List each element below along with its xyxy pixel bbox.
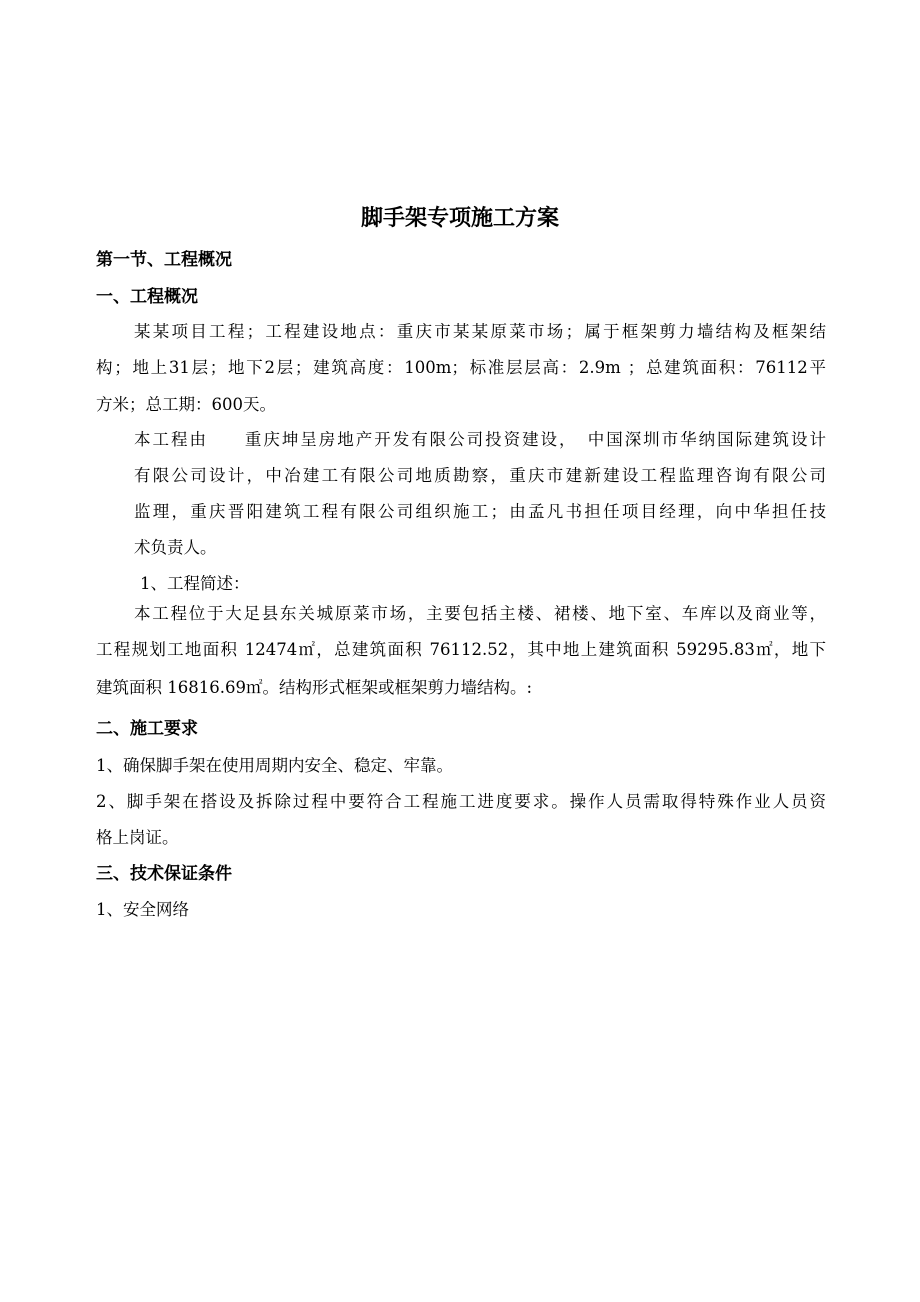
paragraph-2-line-4: 术负责人。: [134, 538, 217, 557]
requirement-2-line-1: 2、脚手架在搭设及拆除过程中要符合工程施工进度要求。操作人员需取得特殊作业人员资: [96, 792, 826, 811]
paragraph-2-line-3: 监理，重庆晋阳建筑工程有限公司组织施工；由孟凡书担任项目经理，向中华担任技: [134, 502, 826, 521]
paragraph-2-line-2: 有限公司设计，中冶建工有限公司地质勘察，重庆市建新建设工程监理咨询有限公司: [134, 466, 826, 485]
paragraph-3-line-2: 工程规划工地面积 12474㎡，总建筑面积 76112.52，其中地上建筑面积 59295.83㎡，地下: [96, 640, 826, 659]
paragraph-1-line-2: 构；地上31层；地下2层；建筑高度：100m；标准层层高：2.9m ；总建筑面积：76112平: [96, 358, 826, 377]
subheading-technical: 三、技术保证条件: [96, 864, 232, 884]
item-overview-brief: 1、工程简述：: [140, 574, 250, 593]
paragraph-1-line-1: 某某项目工程；工程建设地点：重庆市某某原菜市场；属于框架剪力墙结构及框架结: [134, 322, 826, 341]
paragraph-3-line-3: 建筑面积 16816.69㎡。结构形式框架或框架剪力墙结构。:: [96, 678, 533, 697]
requirement-1: 1、确保脚手架在使用周期内安全、稳定、牢靠。: [96, 756, 453, 775]
section-heading-1: 第一节、工程概况: [96, 250, 232, 270]
paragraph-1-line-3: 方米；总工期：600天。: [96, 395, 276, 414]
subheading-overview: 一、工程概况: [96, 287, 198, 307]
subheading-requirements: 二、施工要求: [96, 719, 198, 739]
technical-item-1: 1、安全网络: [96, 900, 189, 919]
doc-title: 脚手架专项施工方案: [360, 205, 559, 231]
paragraph-2-line-1: 本工程由 重庆坤呈房地产开发有限公司投资建设， 中国深圳市华纳国际建筑设计: [134, 430, 826, 449]
paragraph-3-line-1: 本工程位于大足县东关城原菜市场，主要包括主楼、裙楼、地下室、车库以及商业等，: [134, 604, 826, 623]
requirement-2-line-2: 格上岗证。: [96, 828, 179, 847]
